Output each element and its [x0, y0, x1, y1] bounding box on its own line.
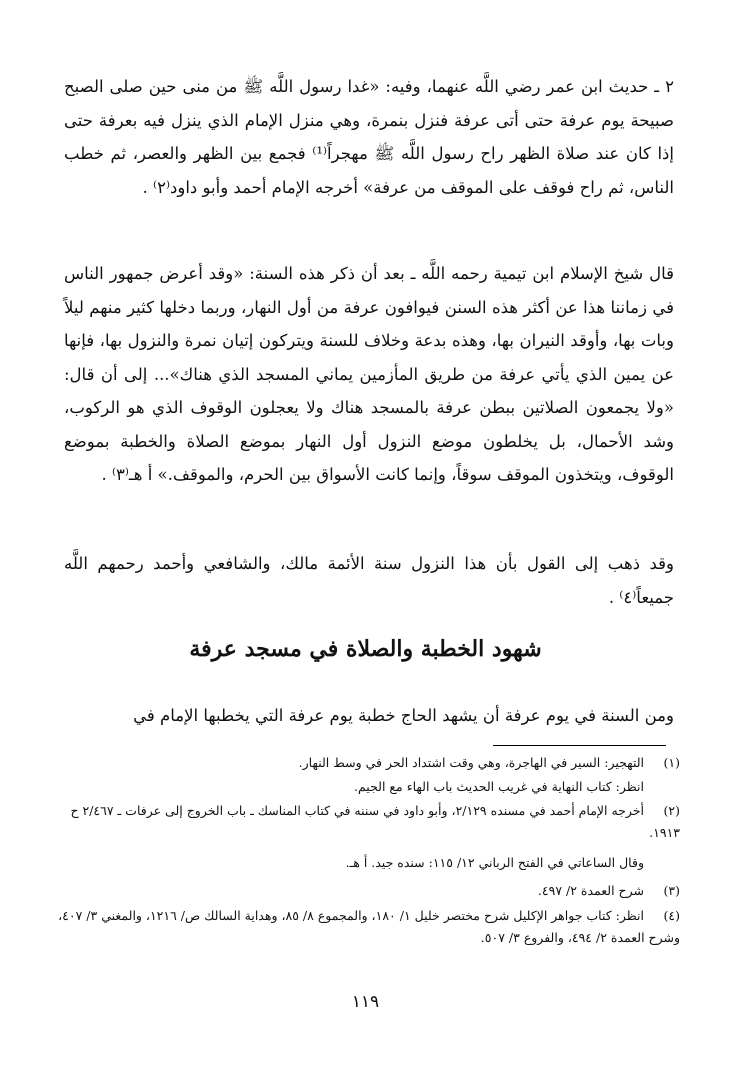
section-heading-text: شهود الخطبة والصلاة في مسجد عرفة — [189, 636, 542, 662]
paragraph-imams-opinion: وقد ذهب إلى القول بأن هذا النزول سنة الأئمة مالك، والشافعي وأحمد رحمهم اللَّه جميعاً⁽٤⁾ . — [64, 554, 674, 607]
footnote-2 — [40, 800, 680, 844]
footnote-1-continued — [40, 776, 680, 798]
paragraph-sermon-intro: ومن السنة في يوم عرفة أن يشهد الحاج خطبة يوم عرفة التي يخطبها الإمام في — [133, 706, 674, 725]
footnote-text: انظر: كتاب جواهر الإكليل شرح مختصر خليل ١/ ١٨٠، والمجموع ٨/ ٨٥، وهداية السالك ص/ ١٢١٦، والمغني ٣/ ٤٠٧، وشرح العمدة ٢/ ٤٩٤، والفروع ٣/ ٥٠٧. — [58, 908, 680, 945]
footnote-text: وقال الساعاتي في الفتح الرباني ١٢/ ١١٥: سنده جيد. أ هـ. — [345, 855, 644, 870]
footnote-number: (١) — [663, 755, 680, 770]
footnote-separator — [493, 745, 666, 746]
footnote-text: التهجير: السير في الهاجرة، وهي وقت اشتداد الحر في وسط النهار. — [298, 755, 644, 770]
footnote-text: أخرجه الإمام أحمد في مسنده ٢/١٢٩، وأبو داود في سننه في كتاب المناسك ـ باب الخروج إلى عرفات ـ ٢/٤٦٧ ح ١٩١٣. — [70, 803, 680, 840]
footnote-number: (٤) — [663, 908, 680, 923]
footnote-number: (٣) — [663, 883, 680, 898]
paragraph-ibn-taymiyyah: قال شيخ الإسلام ابن تيمية رحمه اللَّه ـ بعد أن ذكر هذه السنة: «وقد أعرض جمهور الناس في زماننا هذا عن أكثر هذه السنن فيوافون عرفة من أول النهار، وربما دخلها كثير منهم ليلاً وبات بها، وأوقد النيران بها، وهذه بدعة وخلاف للسنة ويتركون إتيان نمرة والنزول بها، فإنها عن يمين الذي يأتي عرفة من طريق المأزمين يماني المسجد الذي هناك»... إلى أن قال: «ولا يجمعون الصلاتين ببطن عرفة بالمسجد هناك ولا يعجلون الوقوف الذي هو الركوب، وشد الأحمال، بل يخلطون موضع النزول أول النهار بموضع الصلاة والخطبة بموضع الوقوف، ويتخذون الموقف سوقاً، وإنما كانت الأسواق بين الحرم، والموقف.» أ هـ⁽٣⁾ . — [64, 264, 674, 484]
footnote-4 — [40, 905, 680, 949]
footnote-text: شرح العمدة ٢/ ٤٩٧. — [537, 883, 644, 898]
footnote-text: انظر: كتاب النهاية في غريب الحديث باب الهاء مع الجيم. — [354, 779, 644, 794]
section-heading — [0, 636, 731, 662]
page-number: ١١٩ — [351, 992, 380, 1012]
footnote-number: (٢) — [663, 803, 680, 818]
paragraph-hadith-ibn-umar: ٢ ـ حديث ابن عمر رضي اللَّه عنهما، وفيه: «غدا رسول اللَّه ﷺ من منى حين صلى الصبح صبيحة يوم عرفة حتى أتى عرفة فنزل بنمرة، وهي منزل الإمام الذي ينزل فيه بعرفة حتى إذا كان عند صلاة الظهر راح رسول اللَّه ﷺ مهجراً⁽¹⁾ فجمع بين الظهر والعصر، ثم خطب الناس، ثم راح فوقف على الموقف من عرفة» أخرجه الإمام أحمد وأبو داود⁽٢⁾ . — [64, 77, 674, 197]
footnote-2-continued — [40, 852, 680, 874]
footnote-3 — [40, 880, 680, 902]
footnote-1 — [40, 752, 680, 774]
